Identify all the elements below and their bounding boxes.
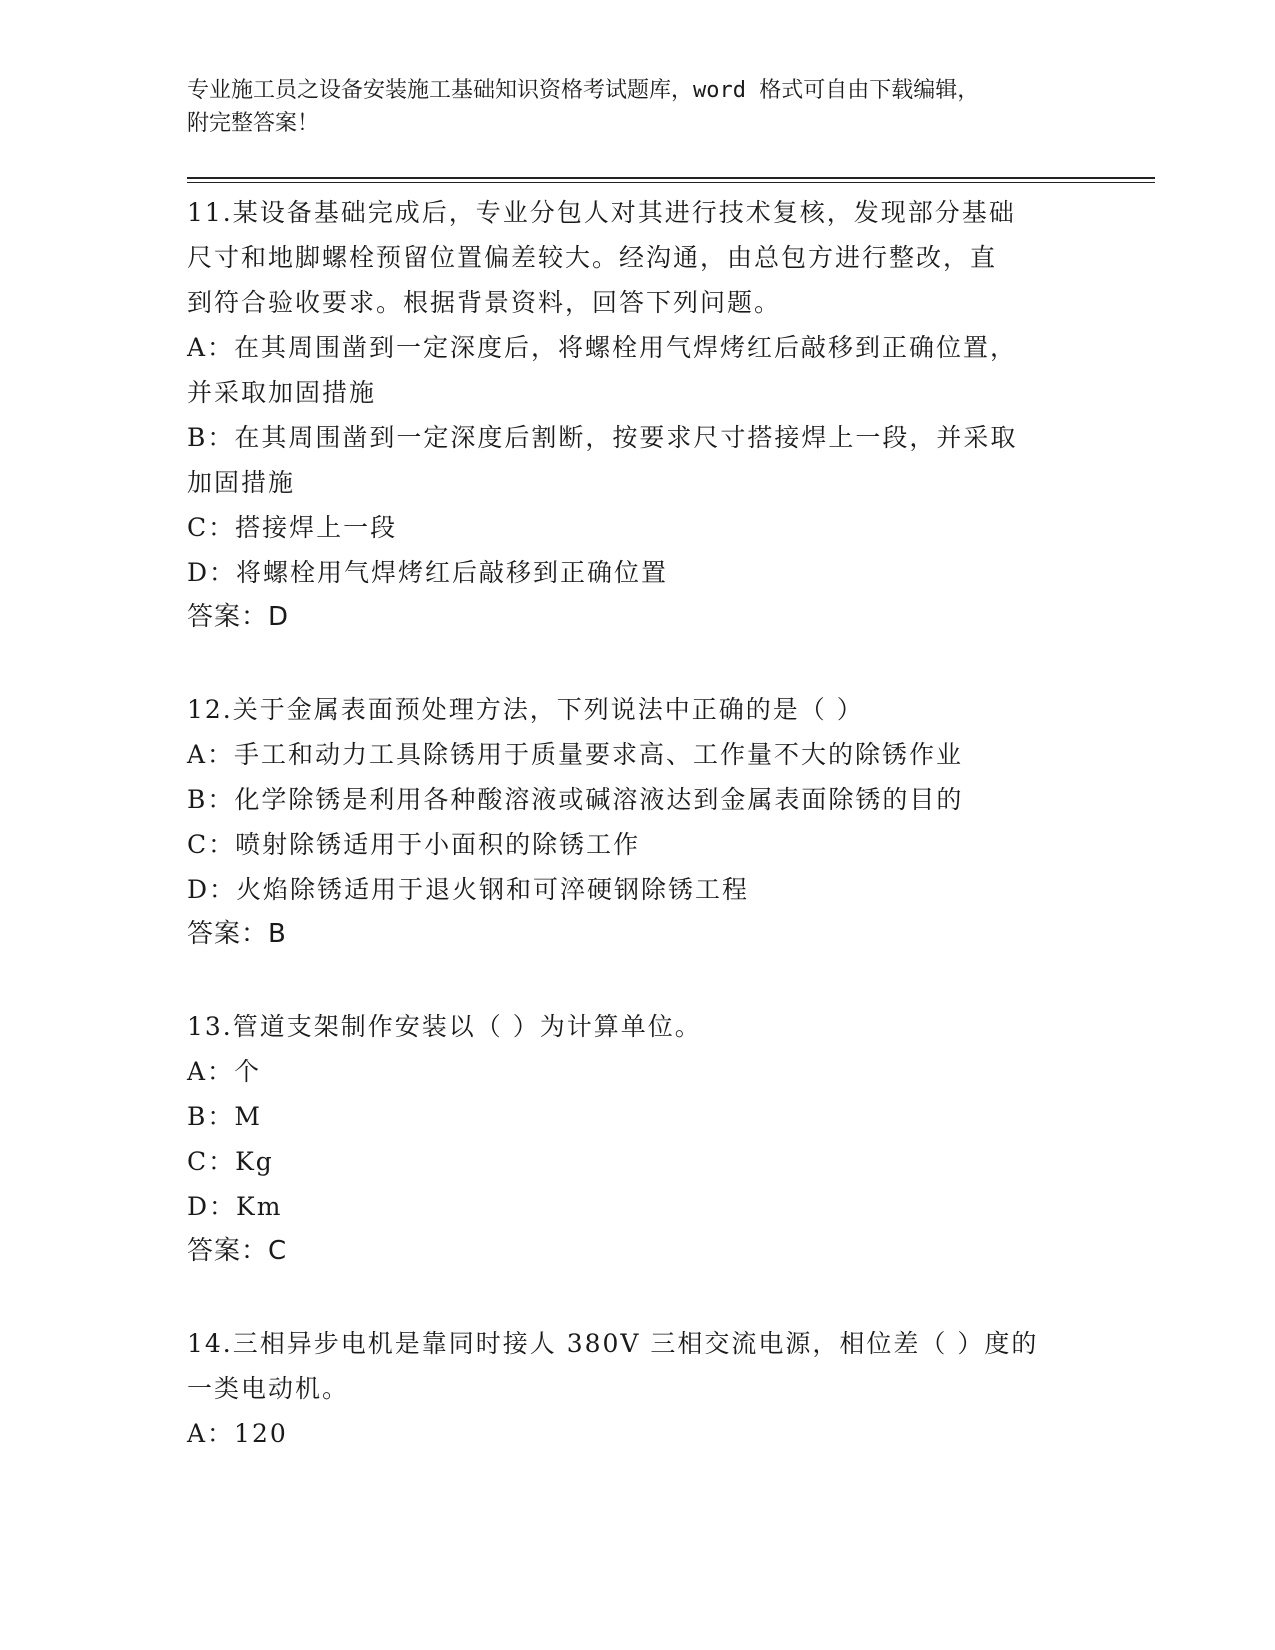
- option-a: A：120: [187, 1419, 288, 1448]
- document-header: [187, 74, 1087, 140]
- question-stem-line: 12.关于金属表面预处理方法，下列说法中正确的是（ ）: [187, 695, 864, 724]
- option-a-line: 并采取加固措施: [187, 378, 377, 407]
- answer-line: 答案：D: [187, 602, 290, 632]
- question-stem-line: 尺寸和地脚螺栓预留位置偏差较大。经沟通，由总包方进行整改，直: [187, 243, 998, 272]
- question-list: [187, 190, 1087, 1456]
- header-line: 专业施工员之设备安装施工基础知识资格考试题库，word 格式可自由下载编辑，: [187, 78, 980, 103]
- option-a-line: A：在其周围凿到一定深度后，将螺栓用气焊烤红后敲移到正确位置，: [187, 333, 1018, 362]
- question-block: [187, 1004, 1087, 1274]
- option-b: B：M: [187, 1102, 262, 1131]
- question-stem-line: 11.某设备基础完成后，专业分包人对其进行技术复核，发现部分基础: [187, 198, 1016, 227]
- option-b-line: B：在其周围凿到一定深度后割断，按要求尺寸搭接焊上一段，并采取: [187, 423, 1018, 452]
- question-block: [187, 190, 1087, 640]
- answer-line: 答案：C: [187, 1236, 288, 1266]
- question-stem-line: 到符合验收要求。根据背景资料，回答下列问题。: [187, 288, 782, 317]
- option-d: D：将螺栓用气焊烤红后敲移到正确位置: [187, 558, 669, 587]
- answer-line: 答案：B: [187, 919, 287, 949]
- header-divider: [187, 177, 1155, 179]
- option-c: C：喷射除锈适用于小面积的除锈工作: [187, 830, 641, 859]
- question-stem-line: 一类电动机。: [187, 1374, 350, 1403]
- option-d: D：Km: [187, 1192, 283, 1221]
- header-divider: [187, 182, 1155, 183]
- option-d: D：火焰除锈适用于退火钢和可淬硬钢除锈工程: [187, 875, 750, 904]
- option-a: A：手工和动力工具除锈用于质量要求高、工作量不大的除锈作业: [187, 740, 964, 769]
- header-line: 附完整答案！: [187, 111, 320, 136]
- option-b-line: 加固措施: [187, 468, 296, 497]
- question-block: [187, 1321, 1087, 1456]
- option-a: A：个: [187, 1057, 262, 1086]
- question-block: [187, 687, 1087, 957]
- question-stem-line: 14.三相异步电机是靠同时接人 380V 三相交流电源，相位差（ ）度的: [187, 1329, 1039, 1358]
- option-b: B：化学除锈是利用各种酸溶液或碱溶液达到金属表面除锈的目的: [187, 785, 964, 814]
- option-c: C：搭接焊上一段: [187, 513, 398, 542]
- question-stem-line: 13.管道支架制作安装以（ ）为计算单位。: [187, 1012, 702, 1041]
- option-c: C：Kg: [187, 1147, 274, 1176]
